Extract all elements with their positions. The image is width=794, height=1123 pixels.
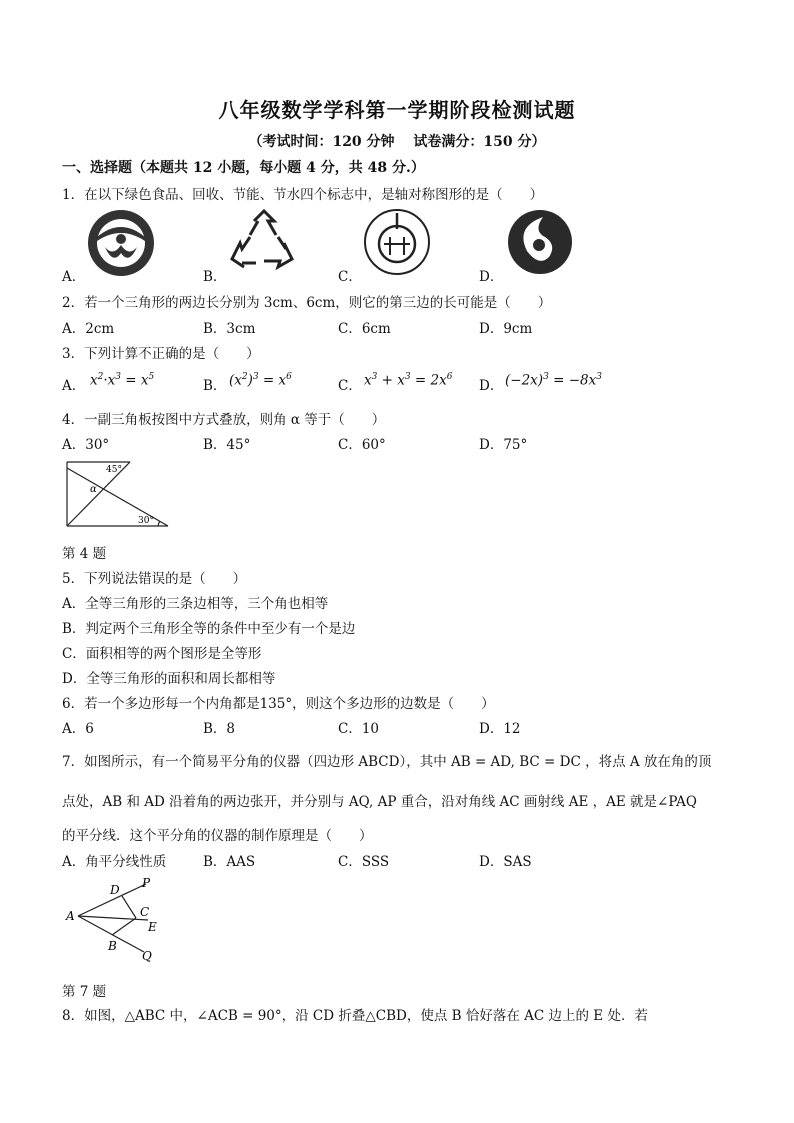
question-2-stem: 2．若一个三角形的两边长分别为 3cm、6cm，则它的第三边的长可能是（ ） — [62, 295, 552, 311]
question-2-option-c: C．6cm — [338, 321, 391, 337]
question-7-caption: 第 7 题 — [62, 984, 107, 1000]
question-7-line-2: 点处，AB 和 AD 沿着角的两边张开，并分别与 AQ, AP 重合，沿对角线 AC 画射线 AE ，AE 就是∠PAQ — [62, 794, 697, 810]
section-heading: 一、选择题（本题共 12 小题，每小题 4 分，共 48 分.） — [62, 160, 425, 176]
question-7-option-b: B．AAS — [203, 854, 256, 870]
page-title: 八年级数学学科第一学期阶段检测试题 — [218, 98, 576, 122]
question-6-option-a: A．6 — [62, 721, 94, 737]
question-3-formula-d: $(-2x)^3 = -8x^3$ — [505, 372, 602, 389]
question-4-label-45: 45° — [106, 465, 122, 475]
question-3-stem: 3．下列计算不正确的是（ ） — [62, 346, 260, 362]
question-7-label-d: D — [110, 883, 120, 897]
question-4-option-b: B．45° — [203, 437, 251, 453]
question-2-option-b: B．3cm — [203, 321, 256, 337]
question-3-formula-b: $(x^2)^3 = x^6$ — [229, 372, 292, 389]
question-7-label-p: P — [142, 876, 151, 890]
question-6-stem: 6．若一个多边形每一个内角都是135°，则这个多边形的边数是（ ） — [62, 696, 495, 712]
question-5-stem: 5．下列说法错误的是（ ） — [62, 571, 247, 587]
question-3-label-b: B． — [203, 378, 227, 394]
question-1-option-d: D． — [479, 269, 504, 285]
question-7-label-c: C — [140, 905, 150, 919]
question-7-option-d: D．SAS — [479, 854, 532, 870]
water-saving-logo-icon — [505, 207, 575, 277]
question-4-label-30: 30° — [138, 516, 154, 526]
question-6-option-b: B．8 — [203, 721, 236, 737]
exam-info: （考试时间：120 分钟 试卷满分：150 分） — [248, 134, 546, 150]
question-4-caption: 第 4 题 — [62, 546, 107, 562]
question-7-label-a: A — [66, 909, 75, 923]
question-7-label-b: B — [108, 939, 117, 953]
question-7-figure — [62, 874, 172, 964]
question-5-option-d: D．全等三角形的面积和周长都相等 — [62, 671, 276, 687]
question-2-option-a: A．2cm — [62, 321, 115, 337]
energy-saving-logo-icon — [362, 207, 432, 277]
question-7-option-c: C．SSS — [338, 854, 390, 870]
recycle-logo-icon — [228, 207, 300, 277]
question-4-option-a: A．30° — [62, 437, 110, 453]
question-1-stem: 1．在以下绿色食品、回收、节能、节水四个标志中，是轴对称图形的是（ ） — [62, 187, 544, 203]
question-2-option-d: D．9cm — [479, 321, 533, 337]
question-6-option-c: C．10 — [338, 721, 380, 737]
question-5-option-c: C．面积相等的两个图形是全等形 — [62, 646, 262, 662]
question-7-label-e: E — [148, 920, 157, 934]
question-6-option-d: D．12 — [479, 721, 521, 737]
question-3-formula-a: $x^2\cdot x^3 = x^5$ — [90, 372, 155, 389]
question-1-option-b: B． — [203, 269, 227, 285]
question-4-figure — [62, 458, 174, 530]
question-3-label-c: C． — [338, 378, 362, 394]
question-1-option-c: C． — [338, 269, 362, 285]
green-food-logo-icon — [85, 207, 157, 279]
question-3-label-d: D． — [479, 378, 504, 394]
question-7-line-1: 7．如图所示，有一个简易平分角的仪器（四边形 ABCD），其中 AB = AD, BC = DC ，将点 A 放在角的顶 — [62, 754, 712, 770]
question-7-option-a: A．角平分线性质 — [62, 854, 167, 870]
question-3-label-a: A． — [62, 378, 86, 394]
question-4-label-alpha: α — [90, 484, 97, 495]
question-1-option-a: A． — [62, 269, 86, 285]
question-5-option-a: A．全等三角形的三条边相等，三个角也相等 — [62, 596, 329, 612]
question-4-option-d: D．75° — [479, 437, 528, 453]
question-7-label-q: Q — [142, 949, 152, 963]
question-7-line-3: 的平分线．这个平分角的仪器的制作原理是（ ） — [62, 828, 373, 844]
question-5-option-b: B．判定两个三角形全等的条件中至少有一个是边 — [62, 621, 356, 637]
question-4-stem: 4．一副三角板按图中方式叠放，则角 α 等于（ ） — [62, 412, 386, 428]
question-8-line-1: 8．如图，△ABC 中，∠ACB = 90°，沿 CD 折叠△CBD，使点 B 恰好落在 AC 边上的 E 处．若 — [62, 1008, 648, 1024]
question-3-formula-c: $x^3 + x^3 = 2x^6$ — [364, 372, 453, 389]
question-4-option-c: C．60° — [338, 437, 386, 453]
